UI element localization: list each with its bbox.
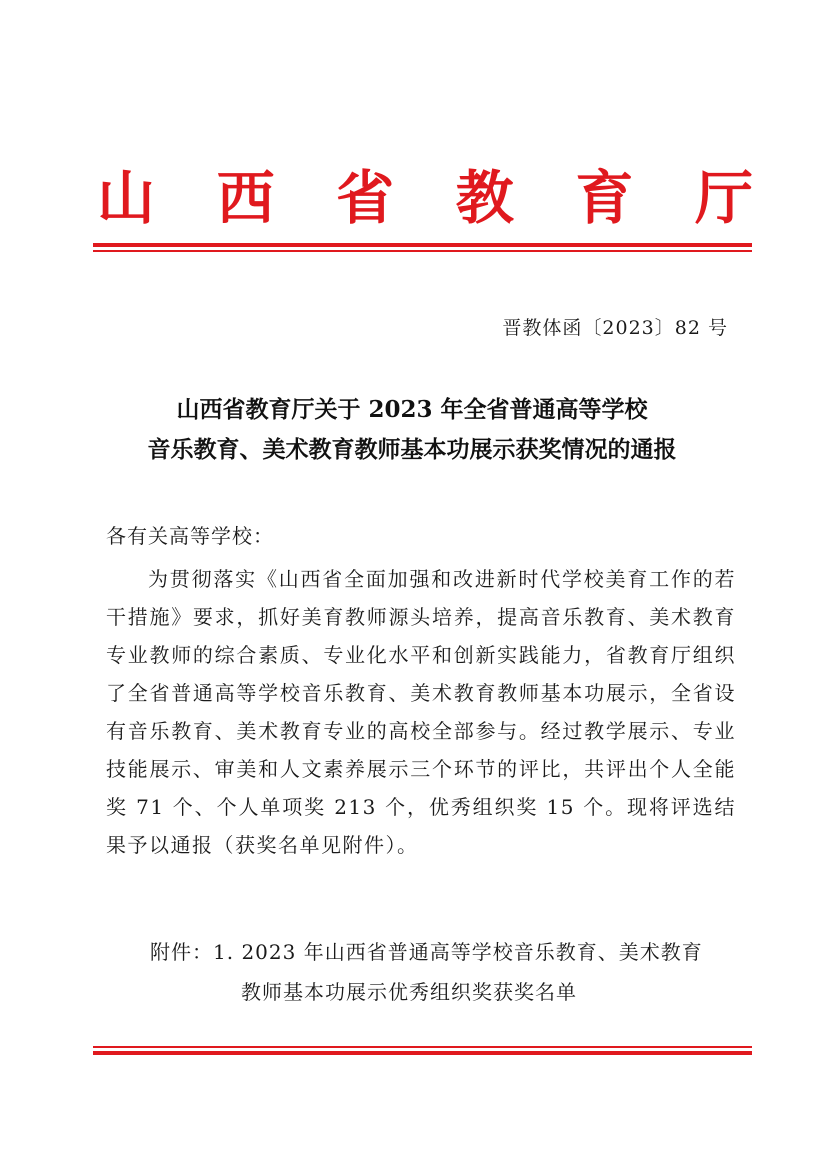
attachment-block: [150, 932, 740, 1012]
footer-red-rule-thick: [93, 1051, 752, 1055]
footer-red-rule-thin: [93, 1046, 752, 1048]
agency-char: 省: [336, 164, 395, 232]
header-red-rule-thick: [93, 243, 752, 247]
agency-char: 山: [96, 164, 155, 232]
document-number: 晋教体函〔2023〕82 号: [502, 317, 728, 339]
header-red-rule-thin: [93, 250, 752, 252]
agency-char: 育: [575, 164, 634, 232]
agency-header-title: [95, 158, 755, 238]
salutation: 各有关高等学校：: [106, 524, 274, 548]
document-title-line-1: 山西省教育厅关于 2023 年全省普通高等学校: [176, 396, 648, 423]
body-paragraph: 为贯彻落实《山西省全面加强和改进新时代学校美育工作的若干措施》要求，抓好美育教师源头培养，提高音乐教育、美术教育专业教师的综合素质、专业化水平和创新实践能力，省教育厅组织了全省普通高等学校音乐教育、美术教育教师基本功展示，全省设有音乐教育、美术教育专业的高校全部参与。经过教学展示、专业技能展示、审美和人文素养展示三个环节的评比，共评出个人全能奖 71 个、个人单项奖 213 个，优秀组织奖 15 个。现将评选结果予以通报（获奖名单见附件）。: [106, 567, 736, 857]
attachment-line-2: 教师基本功展示优秀组织奖获奖名单: [241, 980, 577, 1004]
agency-char: 厅: [694, 164, 753, 232]
agency-char: 教: [455, 164, 514, 232]
attachment-line-1: 1. 2023 年山西省普通高等学校音乐教育、美术教育: [213, 940, 703, 964]
document-title-line-2: 音乐教育、美术教育教师基本功展示获奖情况的通报: [147, 436, 677, 463]
attachment-label: 附件：: [150, 940, 213, 964]
agency-char: 西: [216, 164, 275, 232]
